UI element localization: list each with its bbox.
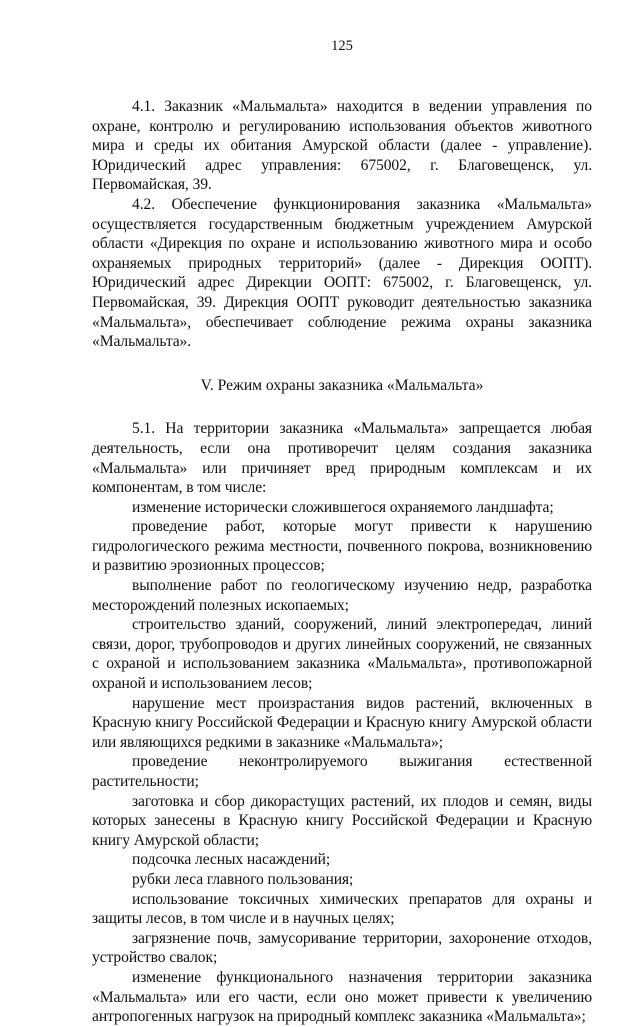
paragraph-4-2: 4.2. Обеспечение функционирования заказника «Мальмальта» осуществляется государственным бюджетным учреждением Амурской области «Дирекция по охране и использованию животного мира и особо охраняемых природных территорий» (далее - Дирекция ООПТ). Юридический адрес Дирекции ООПТ: 675002, г. Благовещенск, ул. Первомайская, 39. Дирекция ООПТ руководит деятельностью заказника «Мальмальта», обеспечивает соблюдение режима охраны заказника «Мальмальта». [92, 195, 592, 351]
list-item: подсочка лесных насаждений; [132, 851, 331, 869]
list-item: нарушение мест произрастания видов растений, включенных в Красную книгу Российской Федерации и Красную книгу Амурской области или являющихся редкими в заказнике «Мальмальта»; [92, 694, 592, 751]
list-item: выполнение работ по геологическому изучению недр, разработка месторождений полезных ископаемых; [92, 577, 592, 614]
section-5-title: V. Режим охраны заказника «Мальмальта» [200, 376, 484, 394]
list-item: проведение неконтролируемого выжигания естественной растительности; [92, 753, 592, 790]
section-4 [92, 97, 592, 352]
list-item: рубки леса главного пользования; [132, 870, 354, 888]
paragraph-5-1-intro: 5.1. На территории заказника «Мальмальта» запрещается любая деятельность, если она противоречит целям создания заказника «Мальмальта» или причиняет вред природным комплексам и их компонентам, в том числе: [92, 420, 592, 497]
paragraph-4-1: 4.1. Заказник «Мальмальта» находится в ведении управления по охране, контролю и регулированию использования объектов животного мира и среды их обитания Амурской области (далее - управление). Юридический адрес управления: 675002, г. Благовещенск, ул. Первомайская, 39. [92, 98, 592, 194]
list-item: изменение исторически сложившегося охраняемого ландшафта; [132, 498, 554, 516]
list-item: использование токсичных химических препаратов для охраны и защиты лесов, в том числе и в научных целях; [92, 890, 592, 928]
list-item: загрязнение почв, замусоривание территории, захоронение отходов, устройство свалок; [92, 929, 592, 967]
prohibited-activities-list [92, 498, 592, 1027]
list-item: строительство зданий, сооружений, линий электропередач, линий связи, дорог, трубопроводов и других линейных сооружений, не связанных с охраной и использованием заказника «Мальмальта», противопожарной охраной и использованием лесов; [92, 616, 592, 693]
section-5 [92, 419, 592, 1026]
list-item: изменение функционального назначения территории заказника «Мальмальта» или его части, если оно может привести к увеличению антропогенных нагрузок на природный комплекс заказника «Мальмальта»; [92, 968, 592, 1026]
page-number: 125 [331, 38, 353, 54]
list-item: заготовка и сбор дикорастущих растений, их плодов и семян, виды которых занесены в Красную книгу Российской Федерации и Красную книгу Амурской области; [92, 792, 592, 849]
list-item: проведение работ, которые могут привести к нарушению гидрологического режима местности, почвенного покрова, возникновению и развитию эрозионных процессов; [92, 518, 592, 575]
